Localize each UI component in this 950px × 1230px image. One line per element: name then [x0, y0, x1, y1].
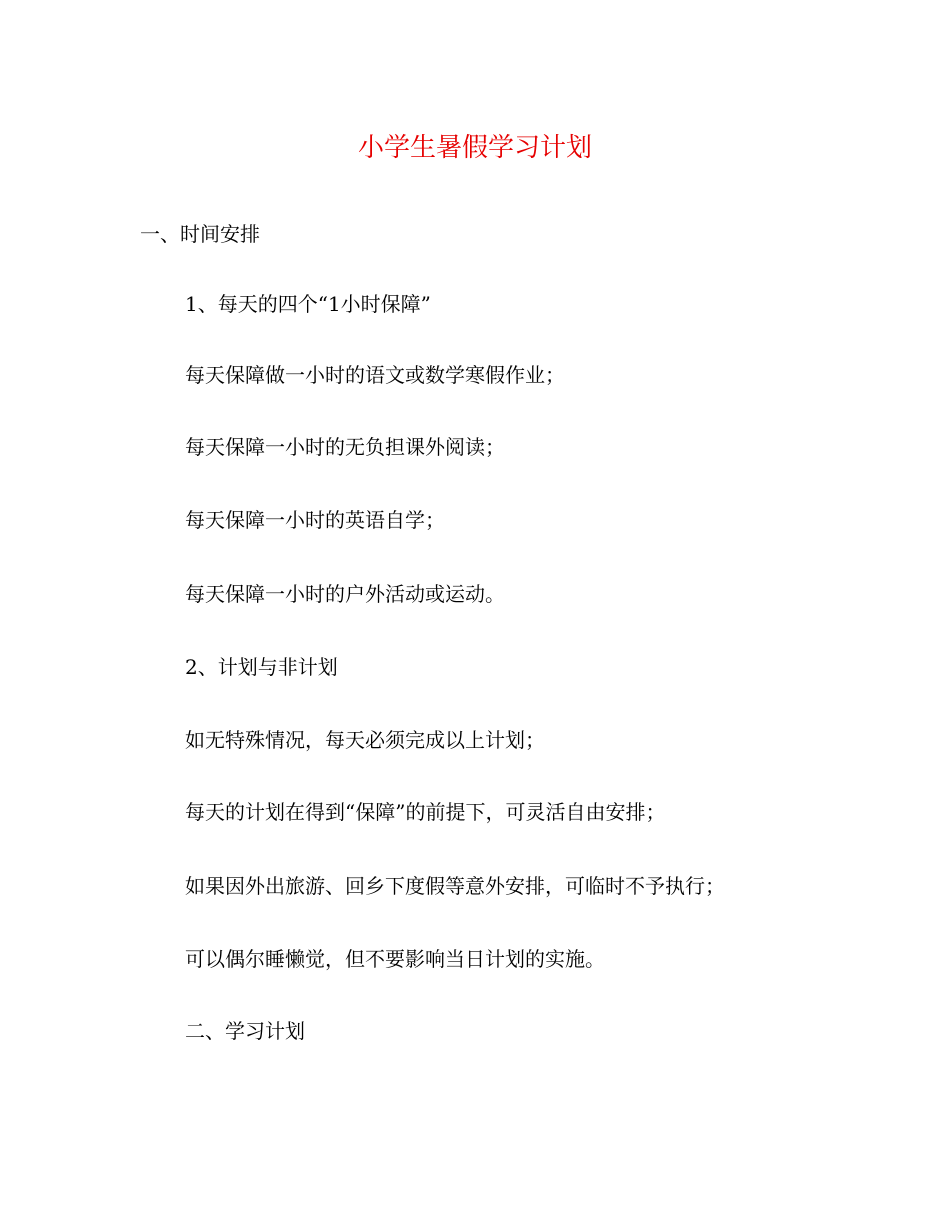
- paragraph-line: 每天的计划在得到“保障”的前提下，可灵活自由安排；: [185, 800, 666, 824]
- paragraph-line: 每天保障一小时的无负担课外阅读；: [185, 435, 505, 459]
- section-heading-study-plan: 二、学习计划: [185, 1019, 305, 1043]
- document-title: 小学生暑假学习计划: [357, 133, 592, 163]
- paragraph-line: 如无特殊情况，每天必须完成以上计划；: [185, 728, 545, 752]
- paragraph-line: 可以偶尔睡懒觉，但不要影响当日计划的实施。: [185, 947, 605, 971]
- subheading-four-hours: 1、每天的四个“1小时保障”: [185, 292, 431, 316]
- paragraph-line: 每天保障做一小时的语文或数学寒假作业；: [185, 363, 565, 387]
- subheading-plan-vs-nonplan: 2、计划与非计划: [185, 655, 338, 679]
- paragraph-line: 每天保障一小时的英语自学；: [185, 508, 445, 532]
- paragraph-line: 如果因外出旅游、回乡下度假等意外安排，可临时不予执行；: [185, 874, 725, 898]
- section-heading-time-arrangement: 一、时间安排: [140, 222, 260, 246]
- paragraph-line: 每天保障一小时的户外活动或运动。: [185, 582, 505, 606]
